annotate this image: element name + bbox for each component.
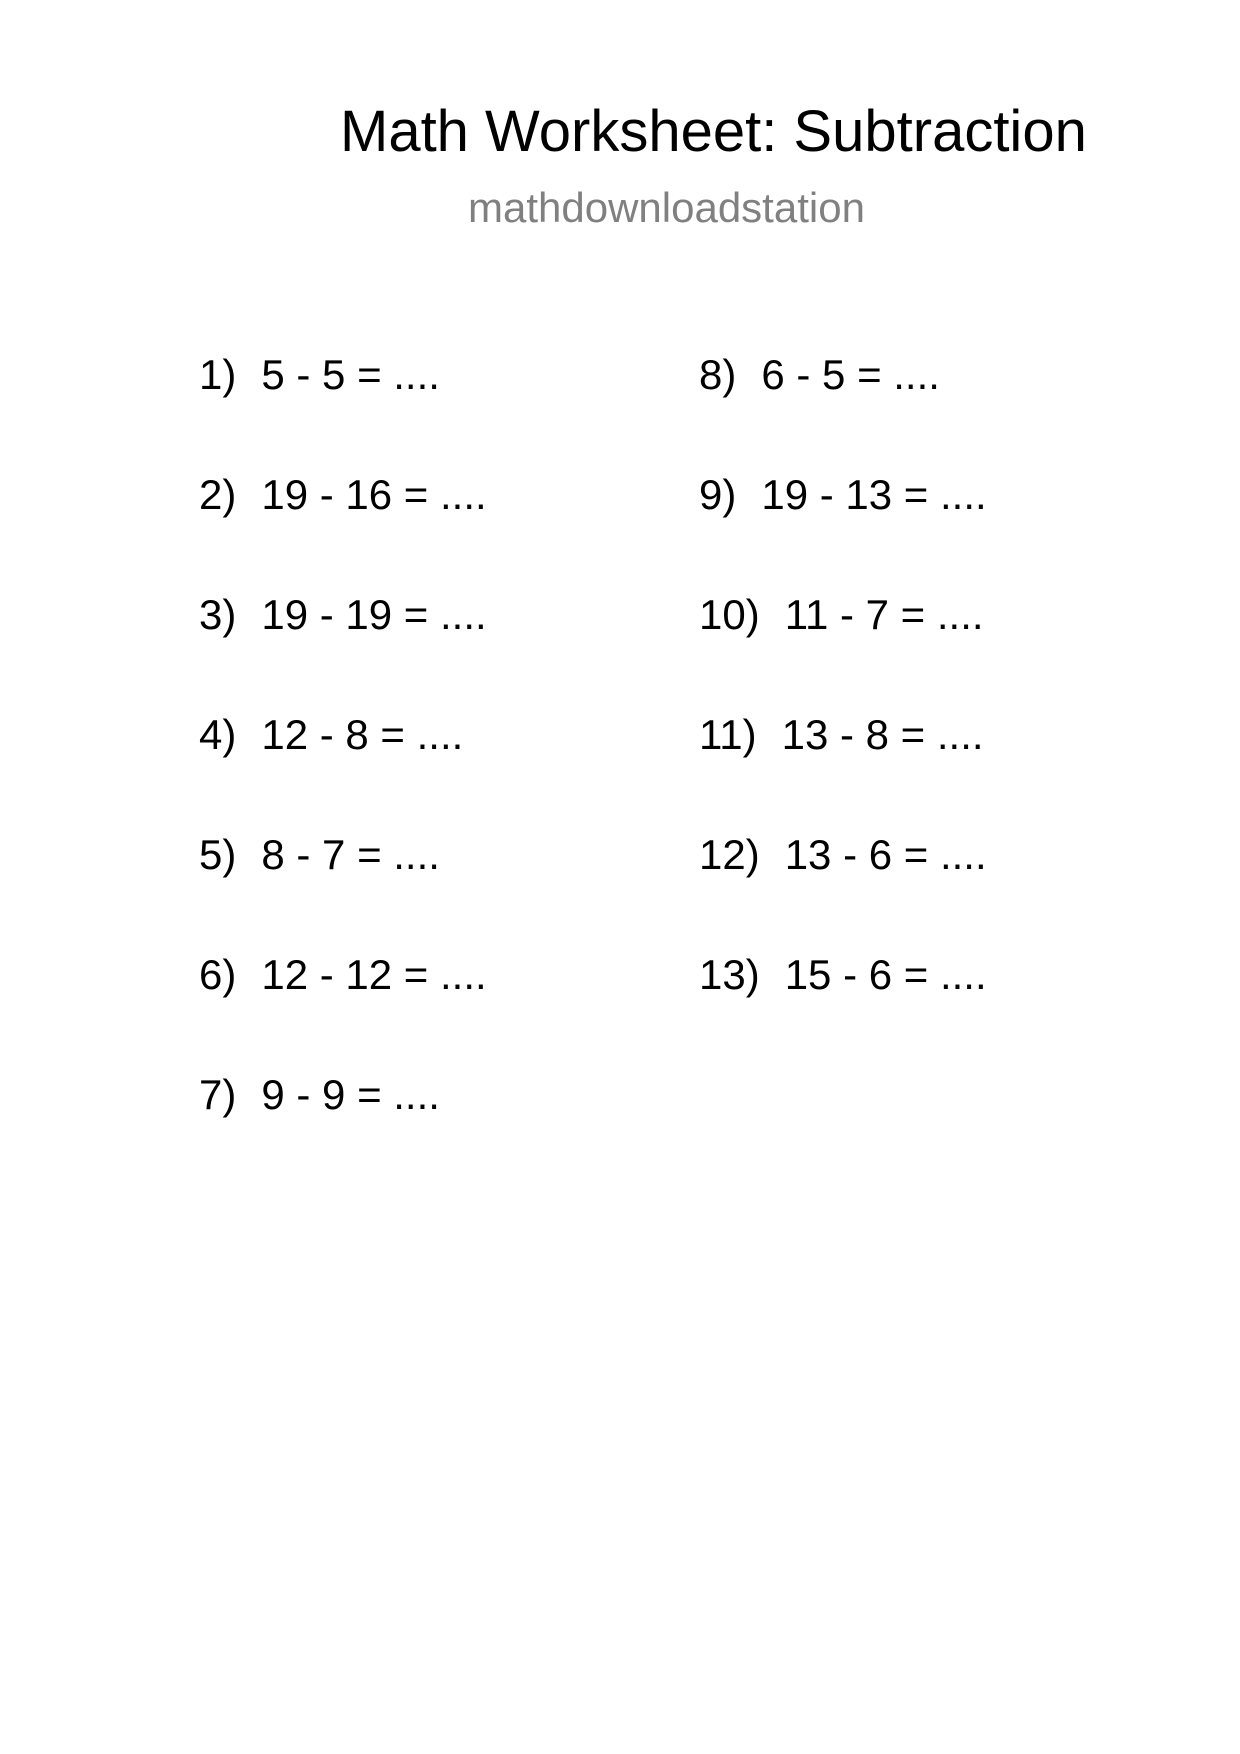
problem-expression: 19 - 13 = .... — [761, 471, 987, 518]
problem-number: 6) — [199, 951, 237, 998]
problem-item — [199, 949, 639, 1069]
problem-expression: 9 - 9 = .... — [261, 1071, 440, 1118]
page-title: Math Worksheet: Subtraction — [340, 99, 1087, 164]
problem-expression: 11 - 7 = .... — [784, 591, 984, 638]
problem-number: 7) — [199, 1071, 237, 1118]
problem-number: 4) — [199, 711, 237, 758]
problem-number: 1) — [199, 351, 237, 398]
problem-item — [699, 829, 1139, 949]
problem-item — [199, 589, 639, 709]
problem-item — [699, 589, 1139, 709]
problem-number: 12) — [699, 831, 760, 878]
problem-item — [199, 469, 639, 589]
problem-expression: 19 - 19 = .... — [261, 591, 487, 638]
problem-item — [699, 949, 1139, 1069]
problem-item — [699, 349, 1139, 469]
problem-item — [199, 1069, 639, 1189]
problem-number: 3) — [199, 591, 237, 638]
problem-item — [699, 469, 1139, 589]
problem-number: 10) — [699, 591, 760, 638]
problem-expression: 6 - 5 = .... — [761, 351, 940, 398]
problem-item — [199, 349, 639, 469]
problem-item — [199, 829, 639, 949]
problem-expression: 19 - 16 = .... — [261, 471, 487, 518]
problem-expression: 5 - 5 = .... — [261, 351, 440, 398]
problem-expression: 12 - 12 = .... — [261, 951, 487, 998]
problem-expression: 15 - 6 = .... — [784, 951, 987, 998]
problem-number: 13) — [699, 951, 760, 998]
problem-number: 8) — [699, 351, 737, 398]
problem-number: 5) — [199, 831, 237, 878]
problem-expression: 13 - 8 = .... — [781, 711, 984, 758]
problem-number: 11) — [699, 711, 757, 758]
problem-column-left — [199, 349, 639, 1189]
problem-expression: 13 - 6 = .... — [784, 831, 987, 878]
problem-expression: 8 - 7 = .... — [261, 831, 440, 878]
page-subtitle: mathdownloadstation — [468, 184, 865, 231]
problem-number: 9) — [699, 471, 737, 518]
problem-number: 2) — [199, 471, 237, 518]
problem-expression: 12 - 8 = .... — [261, 711, 464, 758]
problem-column-right — [699, 349, 1139, 1069]
problem-item — [699, 709, 1139, 829]
problem-item — [199, 709, 639, 829]
